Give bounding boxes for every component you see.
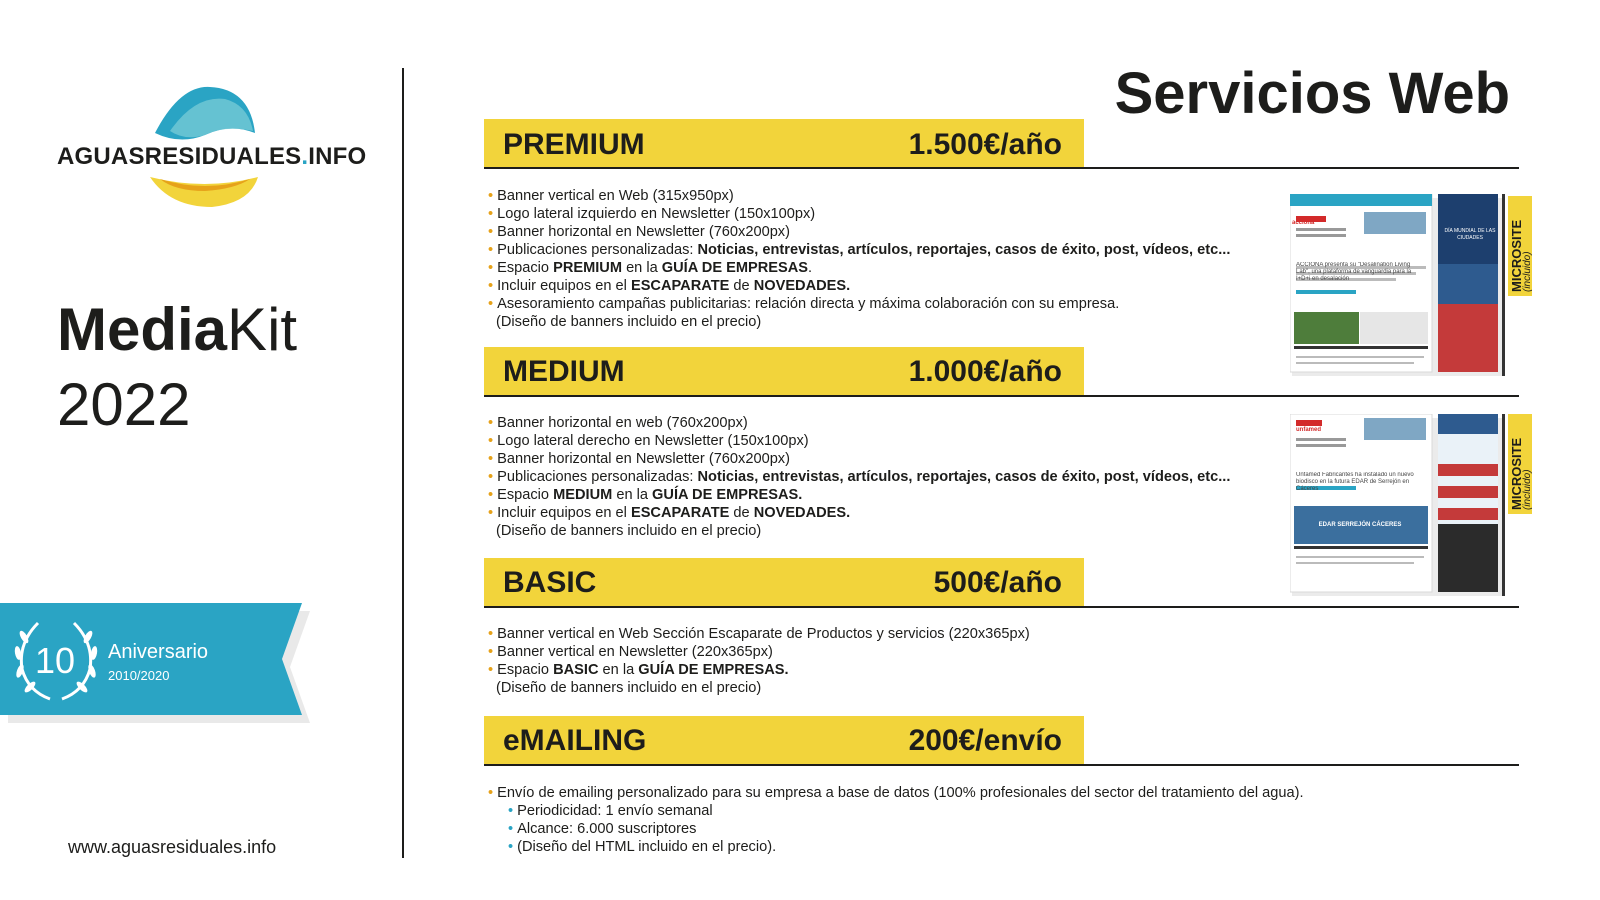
plan-name-medium: MEDIUM [503,355,625,388]
plan-underline [484,764,1519,766]
plan-underline [484,167,1519,169]
list-item: • Incluir equipos en el ESCAPARATE de NOVEDADES. [488,278,851,294]
list-item: • Publicaciones personalizadas: Noticias, entrevistas, artículos, reportajes, casos de éxito, post, vídeos, etc... [488,469,1231,485]
list-item: • Banner vertical en Web (315x950px) [488,188,734,204]
list-item: • Espacio PREMIUM en la GUÍA DE EMPRESAS. [488,260,813,276]
microsite-tab: MICROSITE (incluido) [1508,414,1532,514]
plan-features-medium [488,414,1308,540]
mediakit-year: 2022 [57,371,191,438]
plan-features-emailing [488,784,1368,856]
plan-price-basic: 500€/año [933,566,1062,599]
plan-underline [484,606,1519,608]
list-item: • (Diseño del HTML incluido en el precio). [508,839,777,855]
plan-name-basic: BASIC [503,566,597,599]
microsite-tab: MICROSITE (incluido) [1508,196,1532,296]
list-item: • Logo lateral izquierdo en Newsletter (150x100px) [488,206,816,222]
list-item: • Banner horizontal en Newsletter (760x200px) [488,451,790,467]
site-url[interactable]: www.aguasresiduales.info [68,837,277,857]
microsite-preview-medium [1290,414,1505,596]
plan-underline [484,395,1519,397]
plan-features-premium [488,187,1308,331]
list-item: • Periodicidad: 1 envío semanal [508,803,713,819]
logo-wordmark: AGUASRESIDUALES.INFO [57,143,367,170]
microsite-side-text: DÍA MUNDIAL DE LAS CIUDADES [1444,228,1496,241]
list-item: • Banner vertical en Web Sección Escaparate de Productos y servicios (220x365px) [488,626,1030,642]
microsite-side-text: EDAR SERREJÓN CÁCERES [1318,522,1402,528]
plan-features-basic [488,625,1308,697]
plan-name-premium: PREMIUM [503,128,645,161]
microsite-brand: unfamed [1296,427,1322,433]
microsite-stand [1502,194,1505,376]
list-item: (Diseño de banners incluido en el precio) [496,680,762,696]
list-item: • Banner horizontal en Newsletter (760x200px) [488,224,790,240]
page-title: Servicios Web [1114,61,1510,126]
list-item: • Asesoramiento campañas publicitarias: relación directa y máxima colaboración con su empresa. [488,296,1120,312]
vertical-divider [402,68,404,858]
list-item: • Alcance: 6.000 suscriptores [508,821,697,837]
anniversary-number: 10 [35,640,76,681]
microsite-caption: ACCIONA presenta su "Desalination Living Lab", una plataforma de vanguardia para la I+D+i en desalación [1296,262,1412,282]
list-item: • Banner horizontal en web (760x200px) [488,415,748,431]
mediakit-title: MediaKit [57,296,298,363]
list-item: (Diseño de banners incluido en el precio) [496,314,762,330]
anniversary-title: Aniversario [108,641,209,663]
microsite-stand [1502,414,1505,596]
plan-price-emailing: 200€/envío [908,724,1062,757]
list-item: • Publicaciones personalizadas: Noticias, entrevistas, artículos, reportajes, casos de éxito, post, vídeos, etc... [488,242,1231,258]
list-item: • Banner vertical en Newsletter (220x365px) [488,644,773,660]
microsite-brand: acciona [1292,220,1315,226]
plan-price-premium: 1.500€/año [908,128,1062,161]
list-item: • Envío de emailing personalizado para su empresa a base de datos (100% profesionales del sector del tratamiento del agua). [488,785,1304,801]
list-item: • Espacio BASIC en la GUÍA DE EMPRESAS. [488,662,789,678]
list-item: • Incluir equipos en el ESCAPARATE de NOVEDADES. [488,505,851,521]
list-item: • Logo lateral derecho en Newsletter (150x100px) [488,433,809,449]
anniversary-years: 2010/2020 [108,668,170,683]
plan-name-emailing: eMAILING [503,724,647,757]
list-item: • Espacio MEDIUM en la GUÍA DE EMPRESAS. [488,487,803,503]
microsite-caption: Unfamed Fabricantes ha instalado un nuevo biodisco en la futura EDAR de Serrejón en Cáceres [1296,472,1414,492]
list-item: (Diseño de banners incluido en el precio) [496,523,762,539]
plan-price-medium: 1.000€/año [908,355,1062,388]
